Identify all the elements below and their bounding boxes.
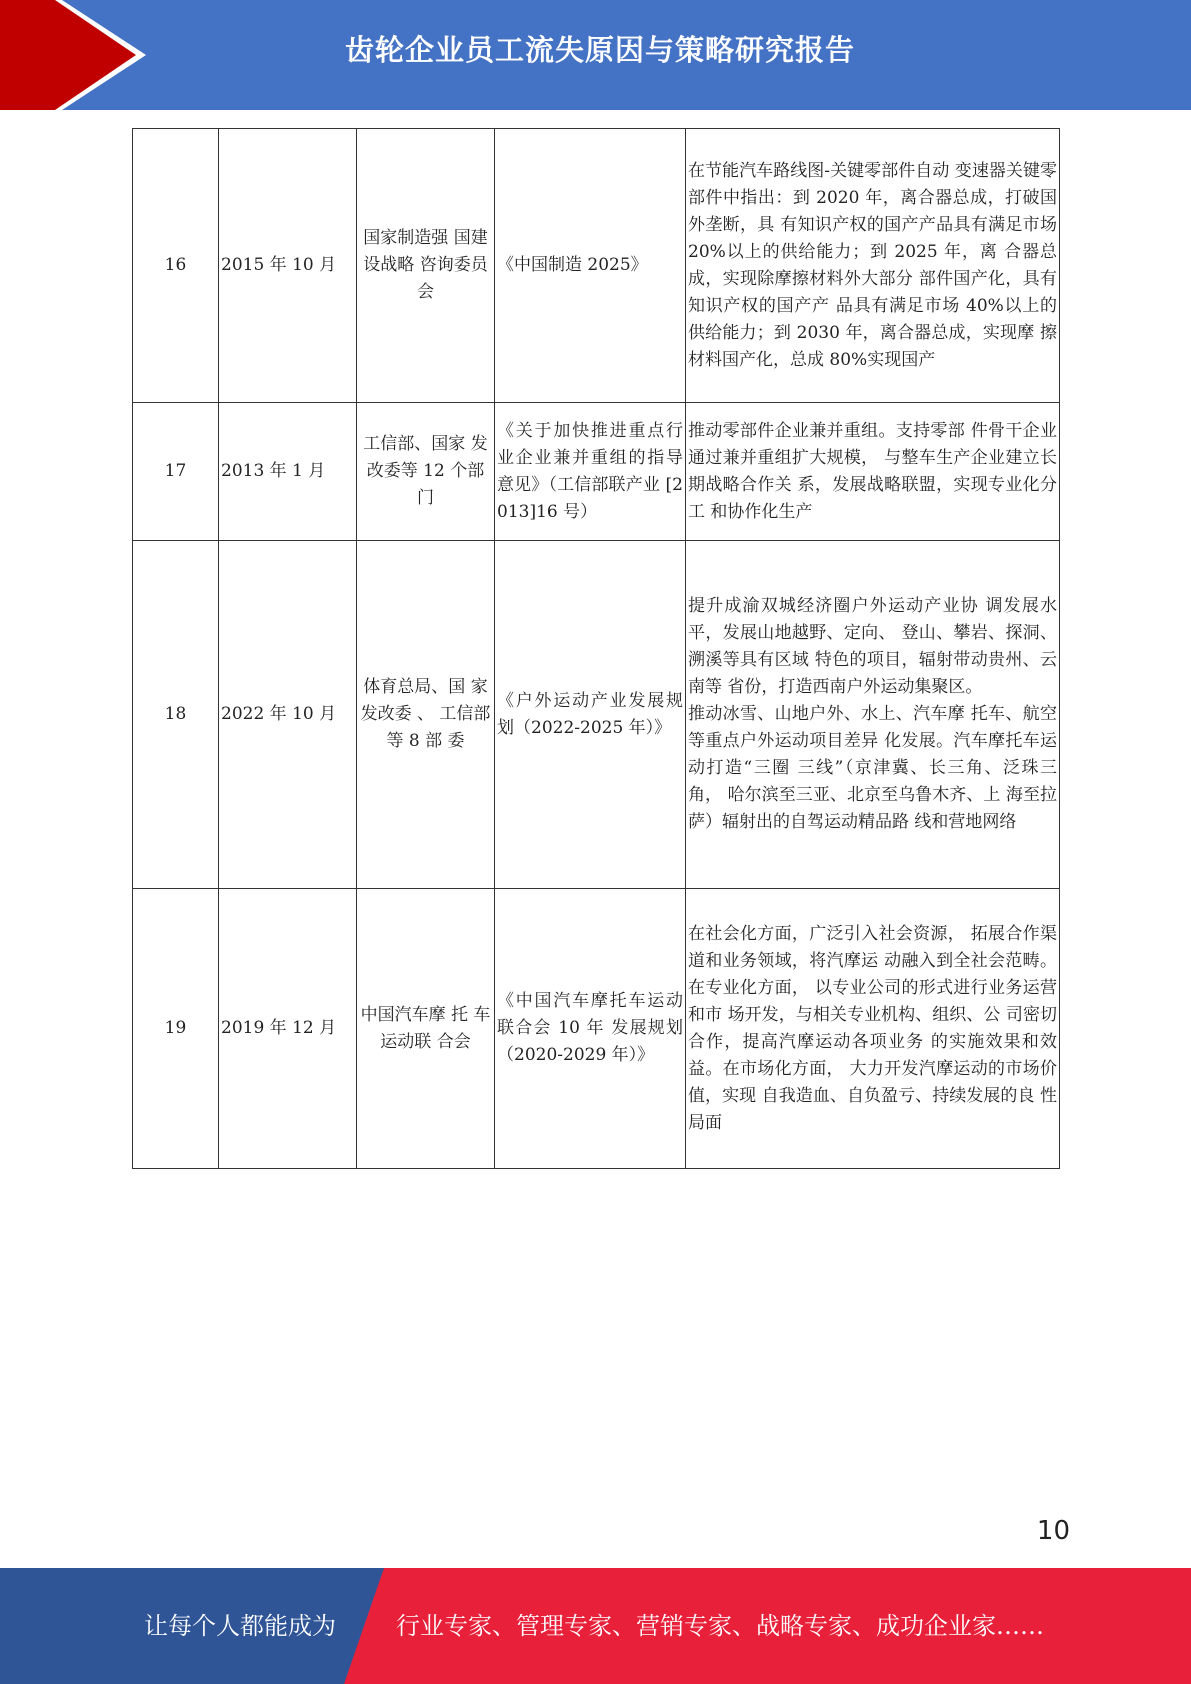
row-number: 19 <box>133 889 219 1169</box>
issue-date: 2022 年 10 月 <box>219 541 357 889</box>
table-row <box>133 129 1060 403</box>
issuing-department: 国家制造强 国建设战略 咨询委员会 <box>357 129 495 403</box>
document-title: 齿轮企业员工流失原因与策略研究报告 <box>344 33 855 67</box>
table-row <box>133 403 1060 541</box>
issue-date: 2013 年 1 月 <box>219 403 357 541</box>
issue-date: 2015 年 10 月 <box>219 129 357 403</box>
row-number: 18 <box>133 541 219 889</box>
header-bar <box>0 0 1191 110</box>
table-row <box>133 541 1060 889</box>
content-paragraph: 推动冰雪、山地户外、水上、汽车摩 托车、航空等重点户外运动项目差异 化发展。汽车摩托车运动打造“三圈 三线”（京津冀、长三角、泛珠三角， 哈尔滨至三亚、北京至乌鲁木齐、上 海至拉萨）辐射出的自驾运动精品路 线和营地网络 <box>688 704 1057 832</box>
policy-content <box>686 403 1060 541</box>
issuing-department: 中国汽车摩 托 车运动联 合会 <box>357 889 495 1169</box>
content-paragraph: 推动零部件企业兼并重组。支持零部 件骨干企业通过兼并重组扩大规模， 与整车生产企业建立长期战略合作关 系，发展战略联盟，实现专业化分工 和协作化生产 <box>688 420 1057 522</box>
policy-content <box>686 541 1060 889</box>
row-number: 16 <box>133 129 219 403</box>
policy-content <box>686 889 1060 1169</box>
footer-slogan-left: 让每个人都能成为 <box>144 1612 336 1640</box>
content-paragraph: 在节能汽车路线图-关键零部件自动 变速器关键零部件中指出：到 2020 年，离合器总成，打破国外垄断，具 有知识产权的国产产品具有满足市场 20%以上的供给能力；到 2025 年，离 合器总成，实现除摩擦材料外大部分 部件国产化，具有知识产权的国产产 品具有满足市场 40%以上的供给能力；到 2030 年，离合器总成，实现摩 擦材料国产化，总成 80%实现国产 <box>688 160 1057 370</box>
policy-document: 《关于加快推进重点行业企业兼并重组的指导意见》（工信部联产业 [2013]16 号） <box>495 403 686 541</box>
issuing-department: 工信部、国家 发改委等 12 个部门 <box>357 403 495 541</box>
policy-document: 《户外运动产业发展规划（2022-2025 年）》 <box>495 541 686 889</box>
footer-slogan-right: 行业专家、管理专家、营销专家、战略专家、成功企业家…… <box>396 1612 1044 1640</box>
page-number: 10 <box>1036 1516 1070 1546</box>
policy-content <box>686 129 1060 403</box>
policy-document: 《中国制造 2025》 <box>495 129 686 403</box>
red-arrow-graphic <box>0 0 160 110</box>
content-paragraph: 在社会化方面，广泛引入社会资源， 拓展合作渠道和业务领域，将汽摩运 动融入到全社会范畴。在专业化方面， 以专业公司的形式进行业务运营和市 场开发，与相关专业机构、组织、公 司密切合作，提高汽摩运动各项业务 的实施效果和效益。在市场化方面， 大力开发汽摩运动的市场价值，实现 自我造血、自负盈亏、持续发展的良 性局面 <box>688 923 1057 1133</box>
content-paragraph: 提升成渝双城经济圈户外运动产业协 调发展水平，发展山地越野、定向、 登山、攀岩、探洞、溯溪等具有区域 特色的项目，辐射带动贵州、云南等 省份，打造西南户外运动集聚区。 <box>688 596 1057 697</box>
policy-table <box>132 128 1060 1169</box>
row-number: 17 <box>133 403 219 541</box>
footer-banner <box>0 1568 1191 1684</box>
policy-document: 《中国汽车摩托车运动联合会 10 年 发展规划 （2020-2029 年）》 <box>495 889 686 1169</box>
table-row <box>133 889 1060 1169</box>
issuing-department: 体育总局、国 家发改委 、 工信部等 8 部 委 <box>357 541 495 889</box>
issue-date: 2019 年 12 月 <box>219 889 357 1169</box>
